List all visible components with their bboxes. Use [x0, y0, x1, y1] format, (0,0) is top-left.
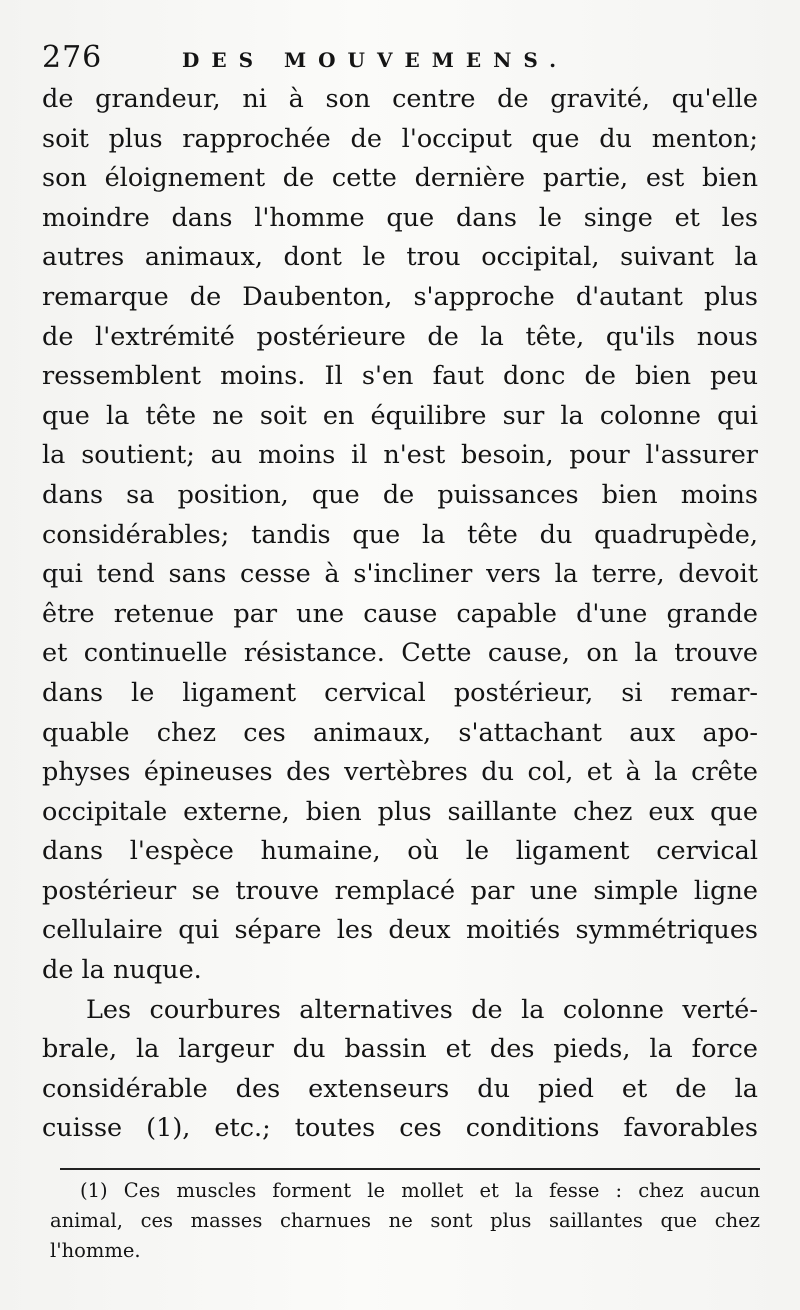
body-text	[42, 80, 758, 1149]
footnote-line: (1) Ces muscles forment le mollet et la fesse : chez aucun	[80, 1179, 760, 1202]
text-line: ressemblent moins. Il s'en faut donc de bien peu	[42, 361, 758, 392]
text-line: et continuelle résistance. Cette cause, on la trouve	[42, 638, 758, 669]
text-line: la soutient; au moins il n'est besoin, pour l'assurer	[42, 440, 758, 471]
text-line: que la tête ne soit en équilibre sur la colonne qui	[42, 400, 758, 431]
text-line: postérieur se trouve remplacé par une simple ligne	[42, 875, 758, 906]
text-line: moindre dans l'homme que dans le singe et les	[42, 202, 758, 233]
page-header	[42, 40, 762, 80]
text-line: de l'extrémité postérieure de la tête, qu'ils nous	[42, 321, 758, 352]
text-line: soit plus rapprochée de l'occiput que du menton;	[42, 123, 758, 154]
footnote	[50, 1176, 760, 1266]
running-head: DES MOUVEMENS.	[182, 48, 569, 72]
text-line: considérables; tandis que la tête du quadrupède,	[42, 519, 758, 550]
text-line: autres animaux, dont le trou occipital, suivant la	[42, 242, 758, 273]
text-line: de grandeur, ni à son centre de gravité, qu'elle	[42, 84, 758, 114]
paragraph-end-line: de la nuque.	[42, 955, 202, 986]
text-line: brale, la largeur du bassin et des pieds, la force	[42, 1034, 758, 1065]
text-line: occipitale externe, bien plus saillante chez eux que	[42, 796, 758, 827]
footnote-line: l'homme.	[50, 1239, 141, 1262]
page-number: 276	[42, 40, 103, 75]
text-line: dans sa position, que de puissances bien moins	[42, 479, 758, 510]
text-line: qui tend sans cesse à s'incliner vers la terre, devoit	[42, 559, 758, 590]
text-line: cuisse (1), etc.; toutes ces conditions favorables	[42, 1113, 758, 1144]
footnote-line: animal, ces masses charnues ne sont plus saillantes que chez	[50, 1209, 760, 1232]
text-line: son éloignement de cette dernière partie, est bien	[42, 163, 758, 194]
text-line: remarque de Daubenton, s'approche d'autant plus	[42, 281, 758, 312]
text-line: quable chez ces animaux, s'attachant aux apo-	[42, 717, 758, 748]
text-line: dans l'espèce humaine, où le ligament cervical	[42, 836, 758, 867]
text-line: cellulaire qui sépare les deux moitiés symmétriques	[42, 915, 758, 946]
text-line: être retenue par une cause capable d'une grande	[42, 598, 758, 629]
footnote-divider	[60, 1168, 760, 1170]
text-line: physes épineuses des vertèbres du col, et à la crête	[42, 757, 758, 788]
text-line: dans le ligament cervical postérieur, si remar-	[42, 677, 758, 708]
text-line: considérable des extenseurs du pied et de la	[42, 1073, 758, 1104]
paragraph-start-line: Les courbures alternatives de la colonne verté-	[86, 994, 758, 1025]
